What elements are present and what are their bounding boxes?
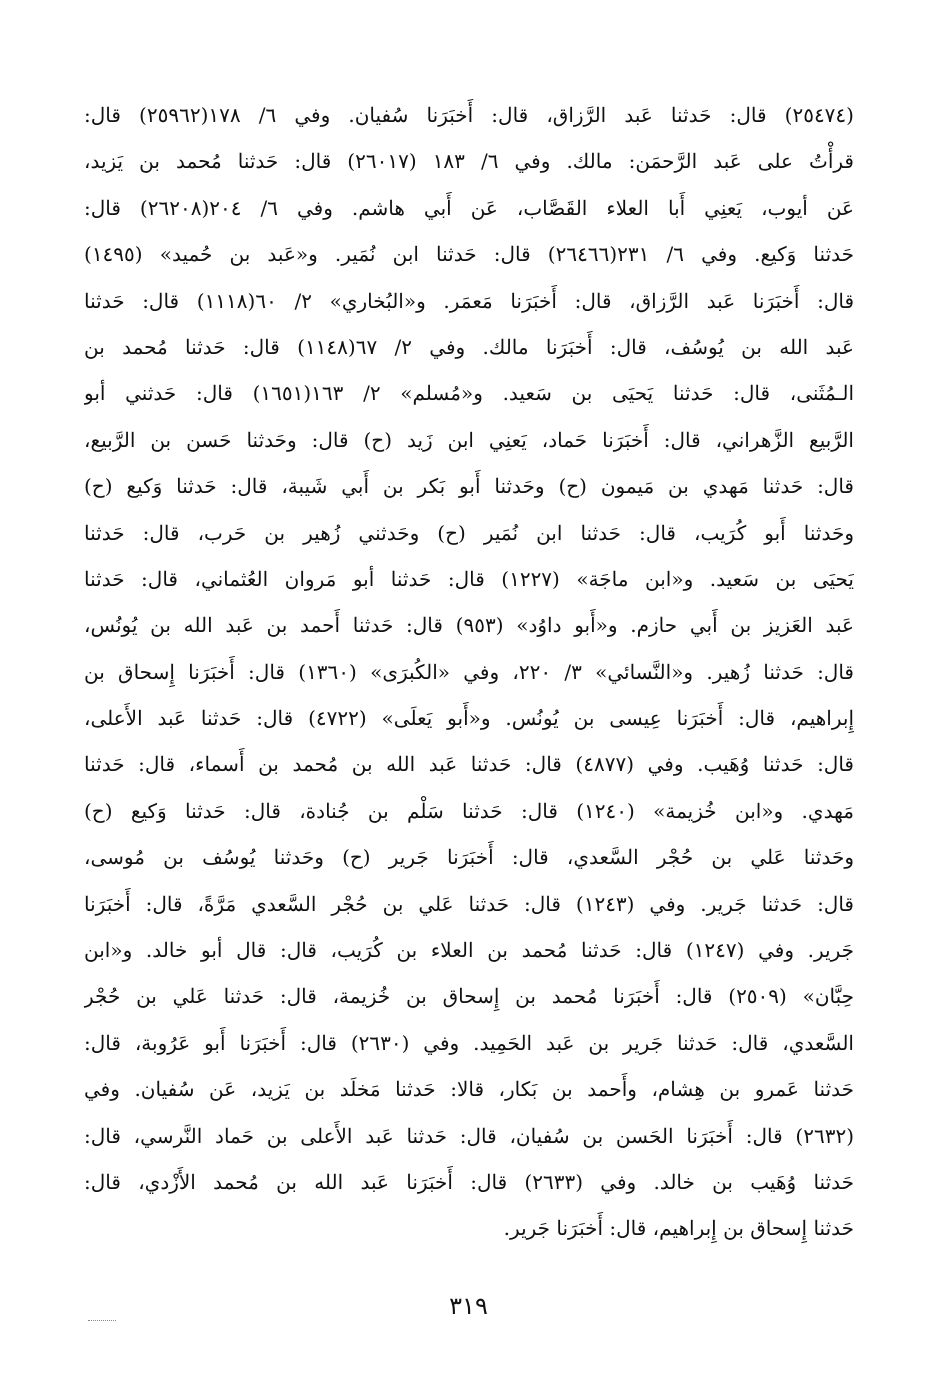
text-line: السَّعدي، قال: حَدثنا جَرير بن عَبد الحَمِيد. وفي (٢٦٣٠) قال: أَخبَرَنا أَبو عَرُوبة، قال: — [84, 1030, 854, 1055]
text-line: قرأْتُ على عَبد الرَّحمَن: مالك. وفي ٦/ ١٨٣ (٢٦٠١٧) قال: حَدثنا مُحمد بن يَزيد، — [84, 149, 854, 174]
text-line: قال: أَخبَرَنا عَبد الرَّزاق، قال: أَخبَرَنا مَعمَر. و«البُخاري» ٢/ ٦٠(١١١٨) قال: حَدثنا — [84, 288, 854, 313]
text-line: يَحيَى بن سَعيد. و«ابن ماجَة» (١٢٢٧) قال: حَدثنا أبو مَروان العُثماني، قال: حَدثنا — [84, 566, 854, 591]
text-line: (٢٦٣٢) قال: أَخبَرَنا الحَسن بن سُفيان، قال: حَدثنا عَبد الأَعلى بن حَماد النَّرسي، قال: — [84, 1123, 854, 1148]
text-line: عَبد الله بن يُوسُف، قال: أَخبَرَنا مالك. وفي ٢/ ٦٧(١١٤٨) قال: حَدثنا مُحمد بن — [84, 334, 854, 359]
text-line: حَدثنا وُهَيب بن خالد. وفي (٢٦٣٣) قال: أَخبَرَنا عَبد الله بن مُحمد الأَزْدي، قال: — [84, 1169, 854, 1194]
text-line: مَهدي. و«ابن خُزيمة» (١٢٤٠) قال: حَدثنا سَلْم بن جُنادة، قال: حَدثنا وَكيع (ح) — [84, 798, 854, 823]
text-line: حَدثنا عَمرو بن هِشام، وأَحمد بن بَكار، قالا: حَدثنا مَخلَد بن يَزيد، عَن سُفيان. وفي — [84, 1077, 854, 1102]
text-line: قال: حَدثنا مَهدي بن مَيمون (ح) وحَدثنا أَبو بَكر بن أَبي شَيبة، قال: حَدثنا وَكيع (ح) — [84, 474, 854, 499]
text-line: قال: حَدثنا جَرير. وفي (١٢٤٣) قال: حَدثنا عَلي بن حُجْر السَّعدي مَرَّةً، قال: أَخبَرَنا — [84, 891, 854, 916]
text-line: وحَدثنا أَبو كُرَيب، قال: حَدثنا ابن نُمَير (ح) وحَدثني زُهير بن حَرب، قال: حَدثنا — [84, 520, 854, 545]
text-line: حَدثنا إِسحاق بن إِبراهيم، قال: أَخبَرَنا جَرير. — [503, 1216, 854, 1241]
page-number: ٣١٩ — [449, 1292, 488, 1320]
body-text — [84, 92, 854, 1252]
text-line: قال: حَدثنا وُهَيب. وفي (٤٨٧٧) قال: حَدثنا عَبد الله بن مُحمد بن أَسماء، قال: حَدثنا — [84, 752, 854, 777]
text-line: الـمُثَنى، قال: حَدثنا يَحيَى بن سَعيد. و«مُسلم» ٢/ ١٦٣(١٦٥١) قال: حَدثني أبو — [84, 381, 854, 406]
text-line: الرَّبيع الزَّهراني، قال: أَخبَرَنا حَماد، يَعنِي ابن زَيد (ح) قال: وحَدثنا حَسن بن الرَّبيع، — [84, 427, 854, 452]
text-line: عَبد العَزيز بن أَبي حازم. و«أَبو داوُد» (٩٥٣) قال: حَدثنا أَحمد بن عَبد الله بن يُونُس، — [84, 613, 854, 638]
text-line: وحَدثنا عَلي بن حُجْر السَّعدي، قال: أَخبَرَنا جَرير (ح) وحَدثنا يُوسُف بن مُوسى، — [84, 845, 854, 870]
text-line: جَرير. وفي (١٢٤٧) قال: حَدثنا مُحمد بن العلاء بن كُرَيب، قال: قال أبو خالد. و«ابن — [84, 938, 854, 963]
text-line: إِبراهيم، قال: أَخبَرَنا عِيسى بن يُونُس. و«أَبو يَعلَى» (٤٧٢٢) قال: حَدثنا عَبد الأَعلى، — [84, 706, 854, 731]
text-line: عَن أيوب، يَعنِي أَبا العلاء القَصَّاب، عَن أَبي هاشم. وفي ٦/ ٢٠٤(٢٦٢٠٨) قال: — [84, 195, 854, 220]
text-line: حِبَّان» (٢٥٠٩) قال: أَخبَرَنا مُحمد بن إِسحاق بن خُزيمة، قال: حَدثنا عَلي بن حُجْر — [84, 984, 854, 1009]
scan-mark — [88, 1320, 116, 1323]
text-line: (٢٥٤٧٤) قال: حَدثنا عَبد الرَّزاق، قال: أَخبَرَنا سُفيان. وفي ٦/ ١٧٨(٢٥٩٦٢) قال: — [84, 103, 854, 127]
text-line: قال: حَدثنا زُهير. و«النَّسائي» ٣/ ٢٢٠، وفي «الكُبرَى» (١٣٦٠) قال: أَخبَرَنا إِسحاق بن — [84, 659, 854, 684]
text-line: حَدثنا وَكيع. وفي ٦/ ٢٣١(٢٦٤٦٦) قال: حَدثنا ابن نُمَير. و«عَبد بن حُميد» (١٤٩٥) — [84, 242, 854, 267]
